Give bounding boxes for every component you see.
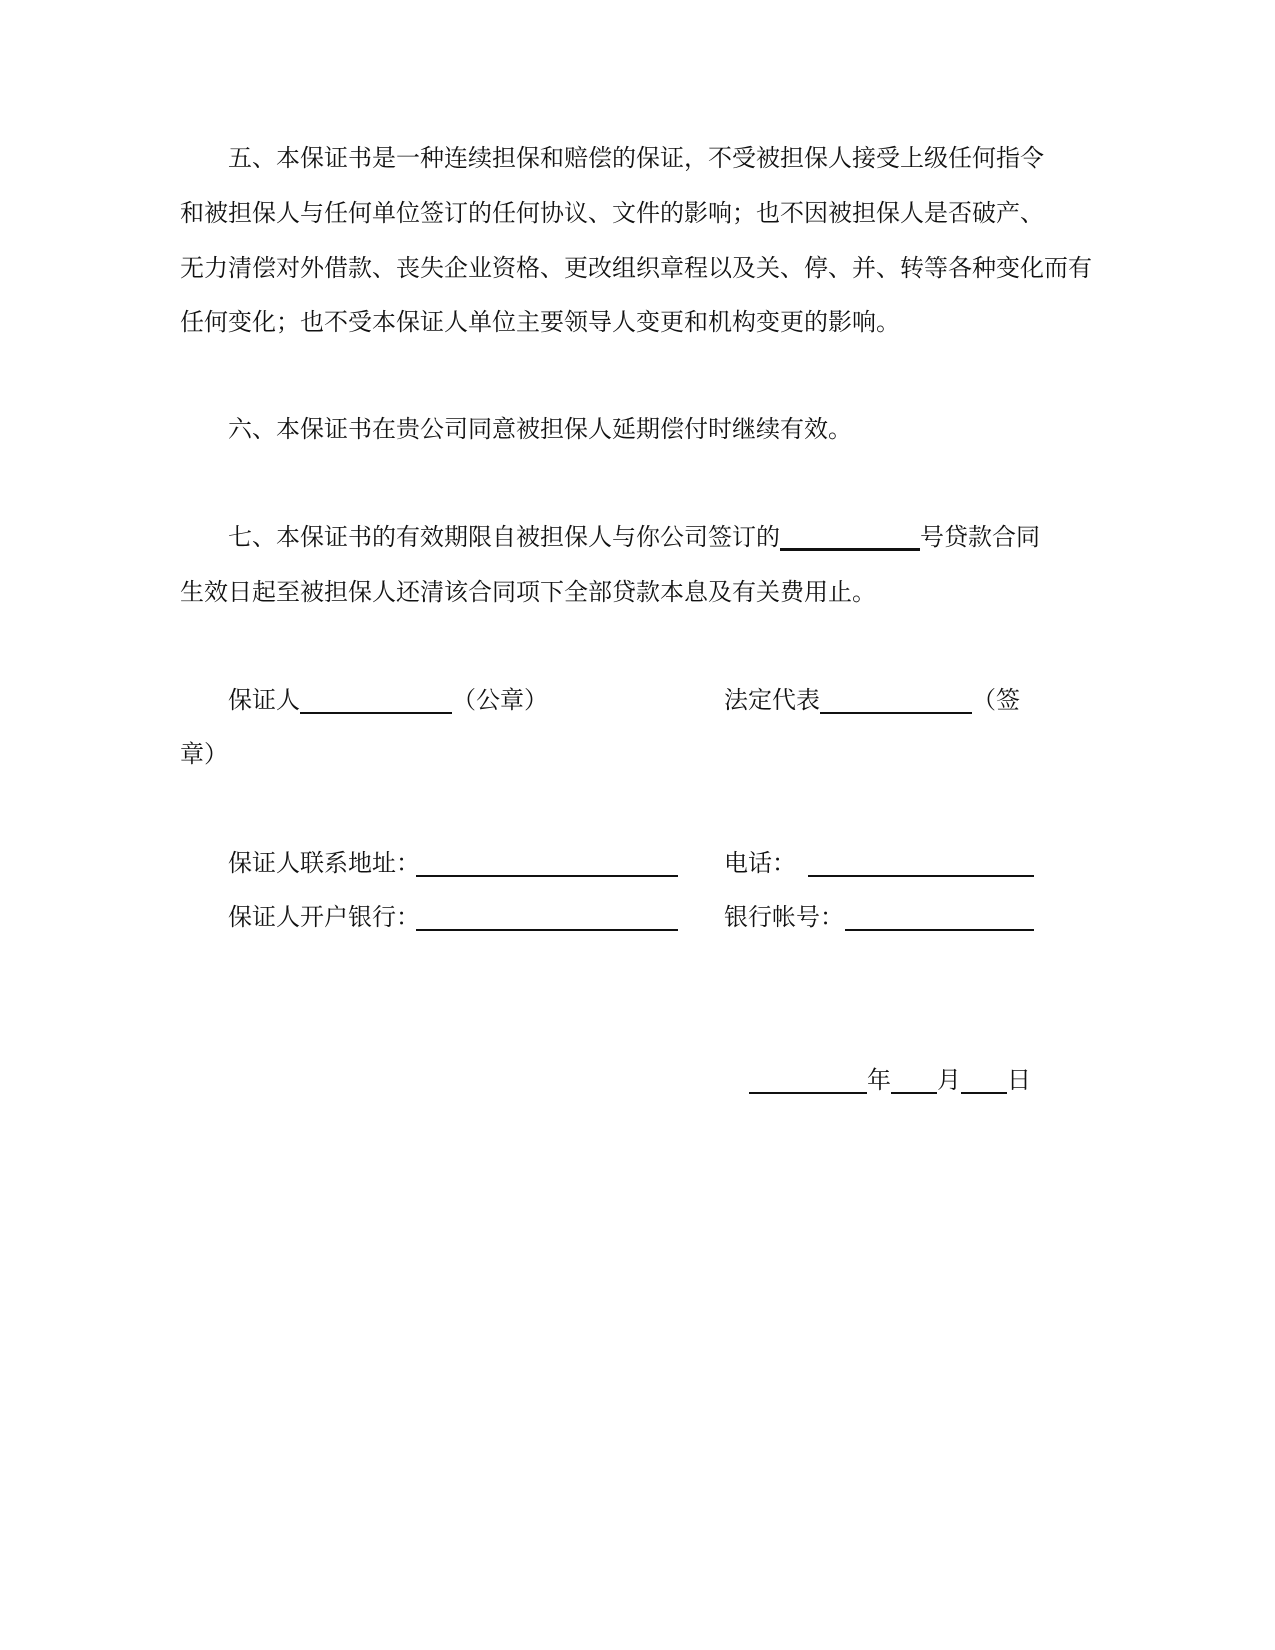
- bank-blank[interactable]: [416, 905, 678, 931]
- clause5-line2: 和被担保人与任何单位签订的任何协议、文件的影响；也不因被担保人是否破产、: [180, 199, 1044, 227]
- clause5-line4: 任何变化；也不受本保证人单位主要领导人变更和机构变更的影响。: [180, 308, 900, 336]
- legal-rep-blank[interactable]: [820, 688, 972, 714]
- clause7-line2: 生效日起至被担保人还清该合同项下全部贷款本息及有关费用止。: [180, 578, 876, 606]
- contract-number-blank[interactable]: [780, 524, 920, 551]
- clause7-line1: [228, 521, 1040, 553]
- account-row: [724, 901, 844, 933]
- legal-rep-signature: [724, 684, 1020, 716]
- clause5-line3: 无力清偿对外借款、丧失企业资格、更改组织章程以及关、停、并、转等各种变化而有: [180, 254, 1092, 282]
- clause6-line1: 六、本保证书在贵公司同意被担保人延期偿付时继续有效。: [228, 415, 852, 443]
- clause7-text-after: 号贷款合同: [920, 523, 1040, 551]
- guarantor-signature: [228, 684, 548, 716]
- bank-row: [228, 901, 420, 933]
- date-line: [749, 1064, 1031, 1096]
- legal-rep-suffix-open: （签: [972, 686, 1020, 714]
- phone-label: 电话：: [724, 849, 796, 877]
- legal-rep-suffix-close: 章）: [180, 740, 228, 768]
- month-blank[interactable]: [891, 1068, 937, 1094]
- address-label: 保证人联系地址：: [228, 849, 420, 877]
- address-row: [228, 847, 420, 879]
- year-blank[interactable]: [749, 1068, 867, 1094]
- bank-label: 保证人开户银行：: [228, 903, 420, 931]
- address-blank[interactable]: [416, 851, 678, 877]
- account-label: 银行帐号：: [724, 903, 844, 931]
- account-blank[interactable]: [845, 905, 1034, 931]
- legal-rep-label: 法定代表: [724, 686, 820, 714]
- month-label: 月: [937, 1066, 961, 1094]
- guarantor-suffix: （公章）: [452, 686, 548, 714]
- year-label: 年: [867, 1066, 891, 1094]
- phone-blank[interactable]: [808, 851, 1034, 877]
- phone-row: [724, 847, 796, 879]
- guarantor-label: 保证人: [228, 686, 300, 714]
- clause5-line1: 五、本保证书是一种连续担保和赔偿的保证，不受被担保人接受上级任何指令: [228, 144, 1044, 172]
- day-label: 日: [1007, 1066, 1031, 1094]
- clause7-text-before: 七、本保证书的有效期限自被担保人与你公司签订的: [228, 523, 780, 551]
- day-blank[interactable]: [961, 1068, 1007, 1094]
- guarantor-blank[interactable]: [300, 688, 452, 714]
